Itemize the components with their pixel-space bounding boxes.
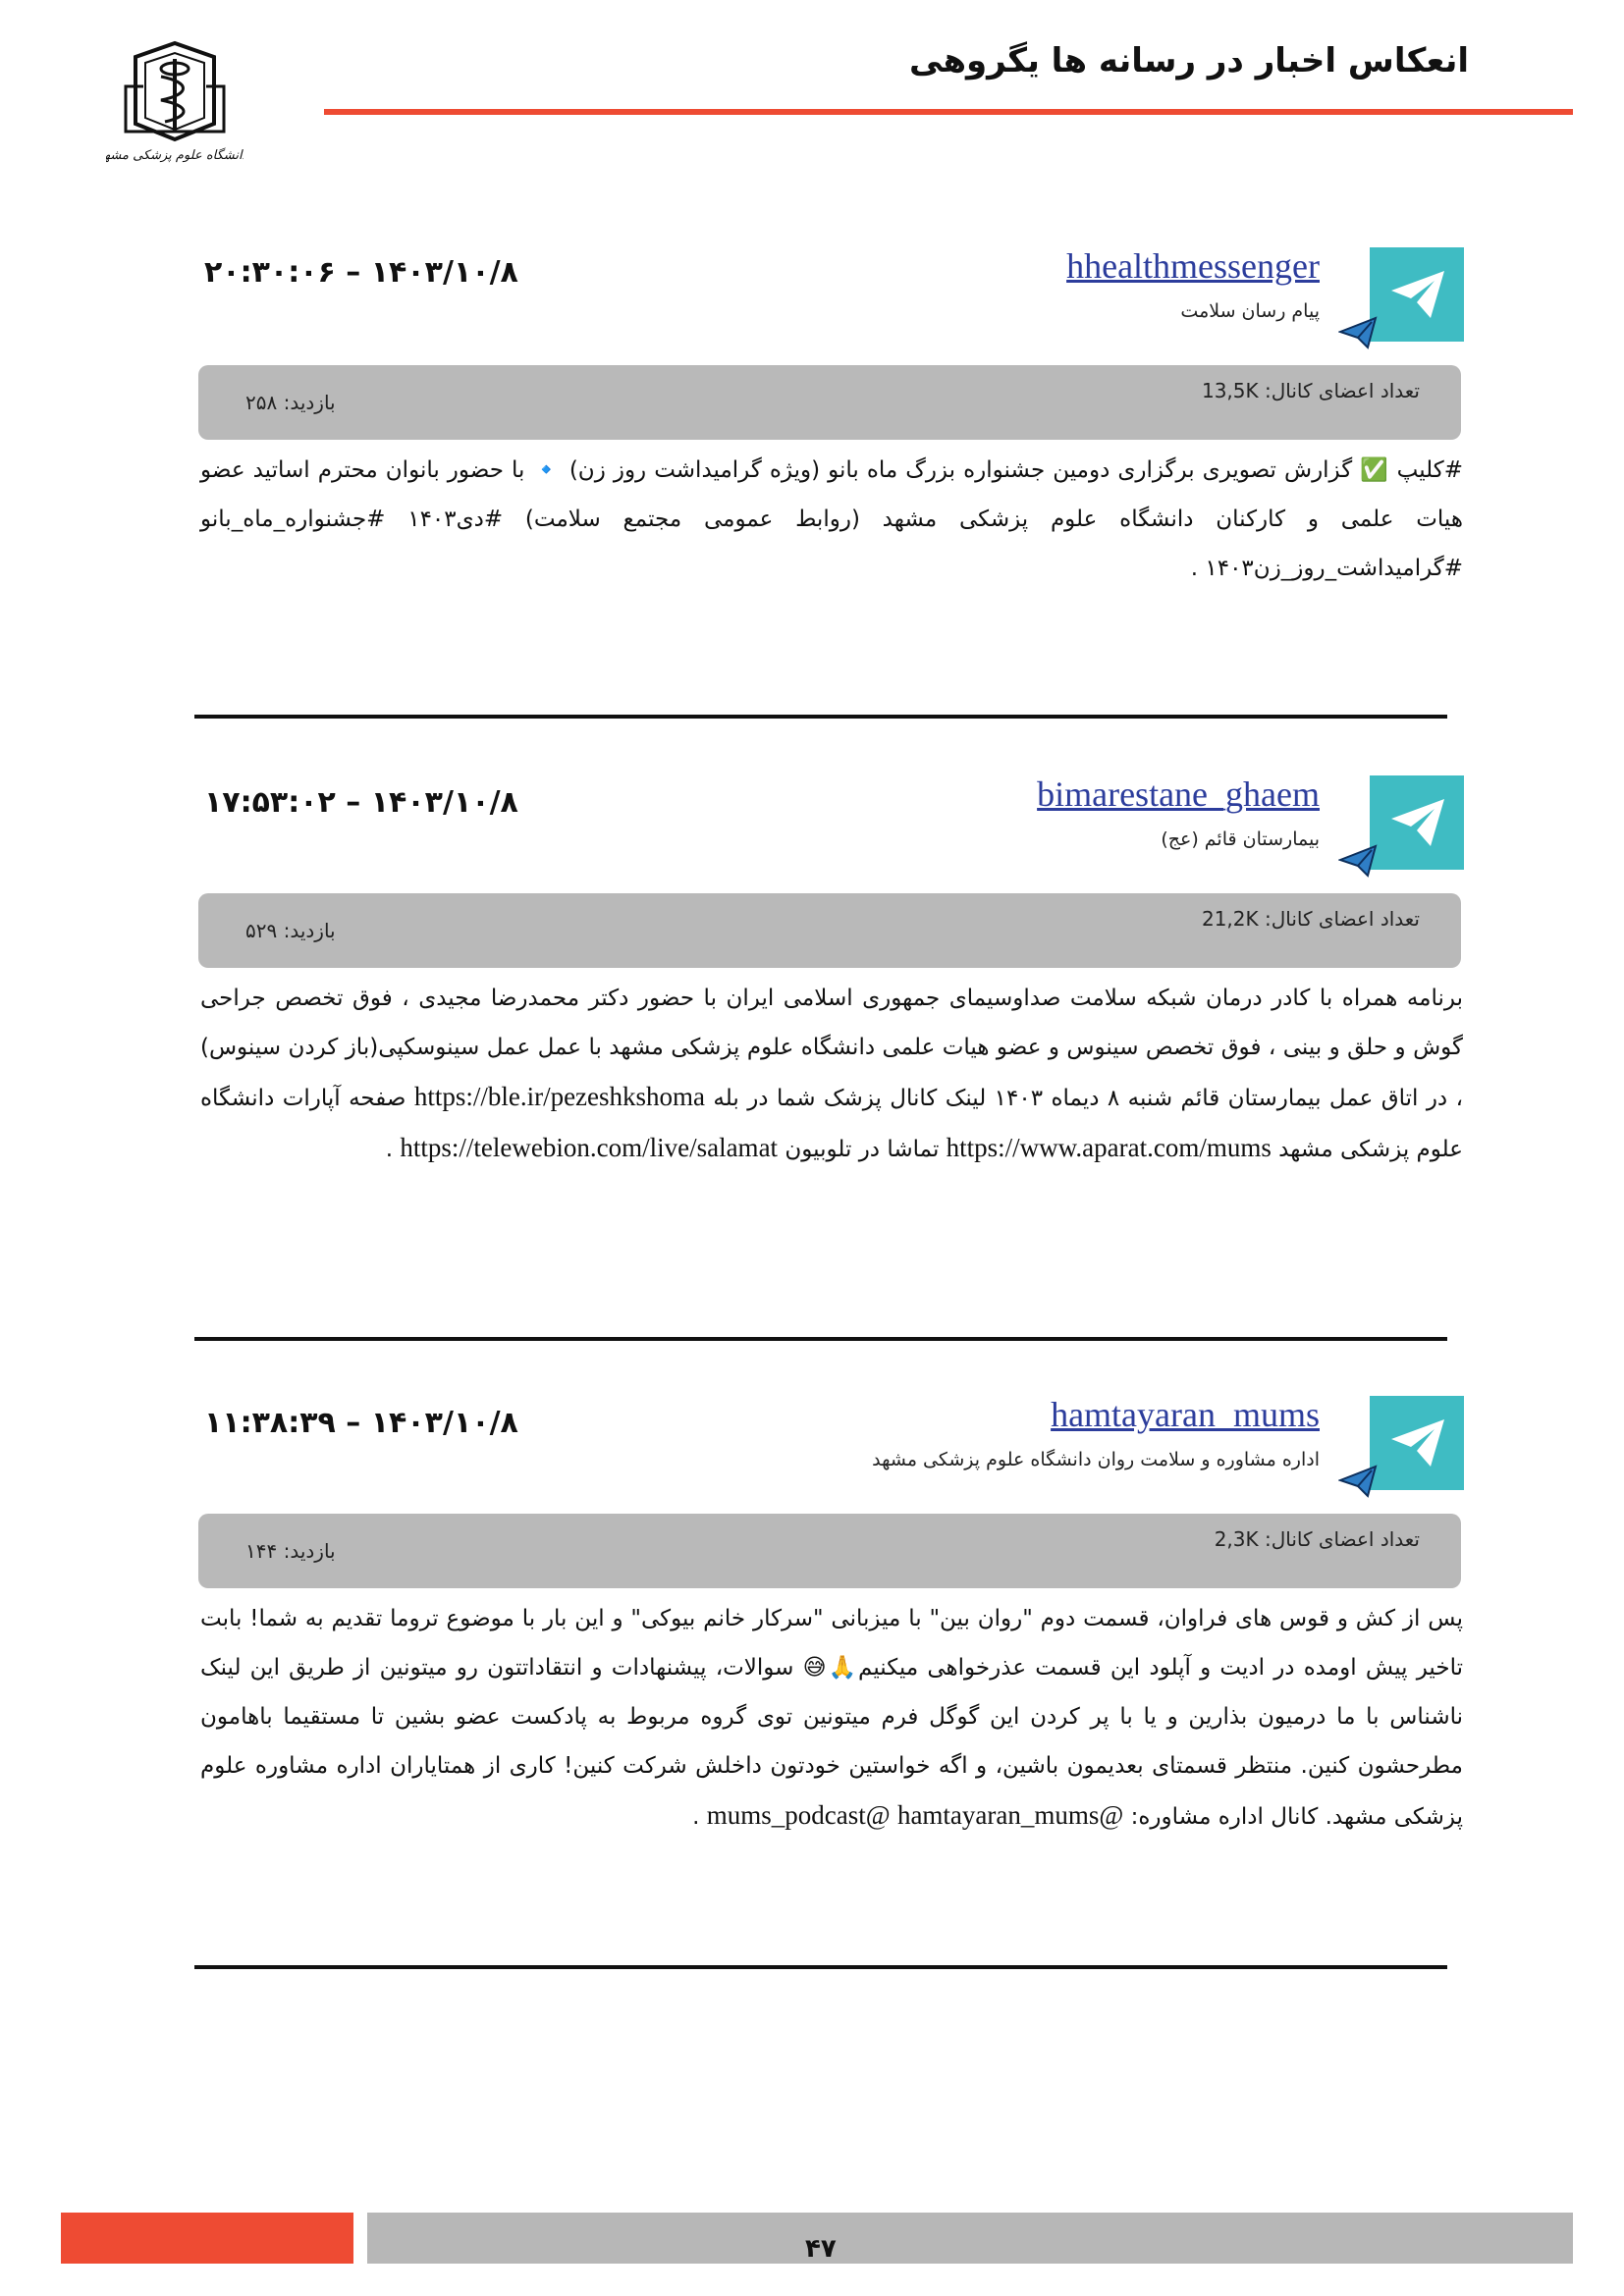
post-body-text: . — [385, 1137, 401, 1162]
post-body-text: صفحه آپارات دانشگاه علوم پزشکی مشهد — [200, 1086, 1463, 1162]
telegram-small-icon — [1338, 844, 1378, 878]
telewebion-link[interactable]: https://telewebion.com/live/salamat — [400, 1133, 779, 1162]
channel-persian-name: پیام رسان سلامت — [1180, 300, 1320, 322]
telegram-icon — [1389, 1417, 1446, 1468]
header-rule — [324, 109, 1573, 115]
page-number: ۴۷ — [805, 2234, 837, 2264]
post-body-text: برنامه همراه با کادر درمان شبکه سلامت صداوسیمای جمهوری اسلامی ایران با حضور دکتر محمدرضا مجیدی ، فوق تخصص جراحی گوش و حلق و بینی ، فوق تخصص سینوس و عضو هیات علمی دانشگاه علوم پزشکی مشهد با عمل عمل سینوسکپی(باز کردن سینوس) ، در اتاق عمل بیمارستان قائم شنبه ۸ دیماه ۱۴۰۳ لینک کانال پزشک شما در بله — [200, 986, 1464, 1111]
logo-caption: دانشگاه علوم پزشکی مشهد — [106, 148, 244, 163]
post-body — [200, 1594, 1463, 1842]
telegram-channel-avatar[interactable] — [1370, 247, 1464, 342]
podcast-handle[interactable]: @mums_podcast@ — [706, 1800, 1124, 1830]
view-count: بازدید: ۱۴۴ — [245, 1539, 336, 1563]
telegram-icon — [1389, 269, 1446, 320]
stats-bar — [198, 1514, 1461, 1588]
post-date: ۱۷:۵۳:۰۲ – ۱۴۰۳/۱۰/۸ — [204, 785, 518, 820]
member-count: تعداد اعضای کانال: 21,2K — [1201, 907, 1420, 931]
stats-bar — [198, 893, 1461, 968]
post-body-text: . — [692, 1804, 707, 1830]
telegram-icon — [1389, 797, 1446, 848]
view-count: بازدید: ۵۲۹ — [245, 919, 336, 942]
page-header-title: انعکاس اخبار در رسانه ها یگروهی — [909, 41, 1469, 80]
post-body-text — [891, 1804, 897, 1830]
post-divider — [194, 715, 1447, 719]
bale-link[interactable]: https://ble.ir/pezeshkshoma — [413, 1082, 706, 1111]
post-body — [200, 974, 1463, 1174]
telegram-channel-avatar[interactable] — [1370, 1396, 1464, 1490]
telegram-small-icon — [1338, 1465, 1378, 1498]
footer-red-bar — [61, 2213, 353, 2264]
footer-gray-bar — [367, 2213, 1573, 2264]
channel-persian-name: اداره مشاوره و سلامت روان دانشگاه علوم پزشکی مشهد — [872, 1449, 1320, 1470]
channel-persian-name: بیمارستان قائم (عج) — [1161, 828, 1320, 850]
member-count: تعداد اعضای کانال: 2,3K — [1214, 1527, 1420, 1551]
telegram-small-icon — [1338, 316, 1378, 349]
stats-bar — [198, 365, 1461, 440]
member-count: تعداد اعضای کانال: 13,5K — [1201, 379, 1420, 402]
post-body-text: تماشا در تلوبیون — [778, 1137, 947, 1162]
post-date: ۱۱:۳۸:۳۹ – ۱۴۰۳/۱۰/۸ — [204, 1406, 518, 1440]
channel-link[interactable]: bimarestane_ghaem — [1037, 774, 1320, 814]
university-logo-icon — [106, 37, 244, 167]
post-divider — [194, 1337, 1447, 1341]
telegram-channel-avatar[interactable] — [1370, 775, 1464, 870]
aparat-link[interactable]: https://www.aparat.com/mums — [946, 1133, 1272, 1162]
post-body-text: پس از کش و قوس های فراوان، قسمت دوم "روان بین" با میزبانی "سرکار خانم بیوکی" و این بار با موضوع تروما تقدیم به شما! بابت تاخیر پیش اومده در ادیت و آپلود این قسمت عذرخواهی میکنیم🙏😅 سوالات، پیشنهادات و انتقاداتتون رو میتونین از طریق این لینک ناشناس با ما درمیون بذارین و یا با پر کردن این گوگل فرم میتونین توی گروه مربوط به پادکست عضو بشین تا مستقیما باهامون مطرحشون کنین. منتظر قسمتای بعدیمون باشین، و اگه خواستین خودتون داخلش شرکت کنین! کاری از همتایاران اداره مشاوره علوم پزشکی مشهد. کانال اداره مشاوره: — [200, 1606, 1463, 1830]
post-body: #کلیپ ✅ گزارش تصویری برگزاری دومین جشنواره بزرگ ماه بانو (ویژه گرامیداشت روز زن) 🔹 با حضور بانوان محترم اساتید عضو هیات علمی و کارکنان دانشگاه علوم پزشکی مشهد (روابط عمومی مجتمع سلامت) #دی۱۴۰۳ #جشنواره_ماه_بانو #گرامیداشت_روز_زن۱۴۰۳ . — [200, 457, 1464, 581]
post-divider — [194, 1965, 1447, 1969]
channel-link[interactable]: hamtayaran_mums — [1051, 1395, 1320, 1434]
channel-link[interactable]: hhealthmessenger — [1066, 246, 1320, 286]
channel-handle[interactable]: hamtayaran_mums — [896, 1800, 1100, 1830]
view-count: بازدید: ۲۵۸ — [245, 391, 336, 414]
post-date: ۲۰:۳۰:۰۶ – ۱۴۰۳/۱۰/۸ — [204, 255, 518, 290]
